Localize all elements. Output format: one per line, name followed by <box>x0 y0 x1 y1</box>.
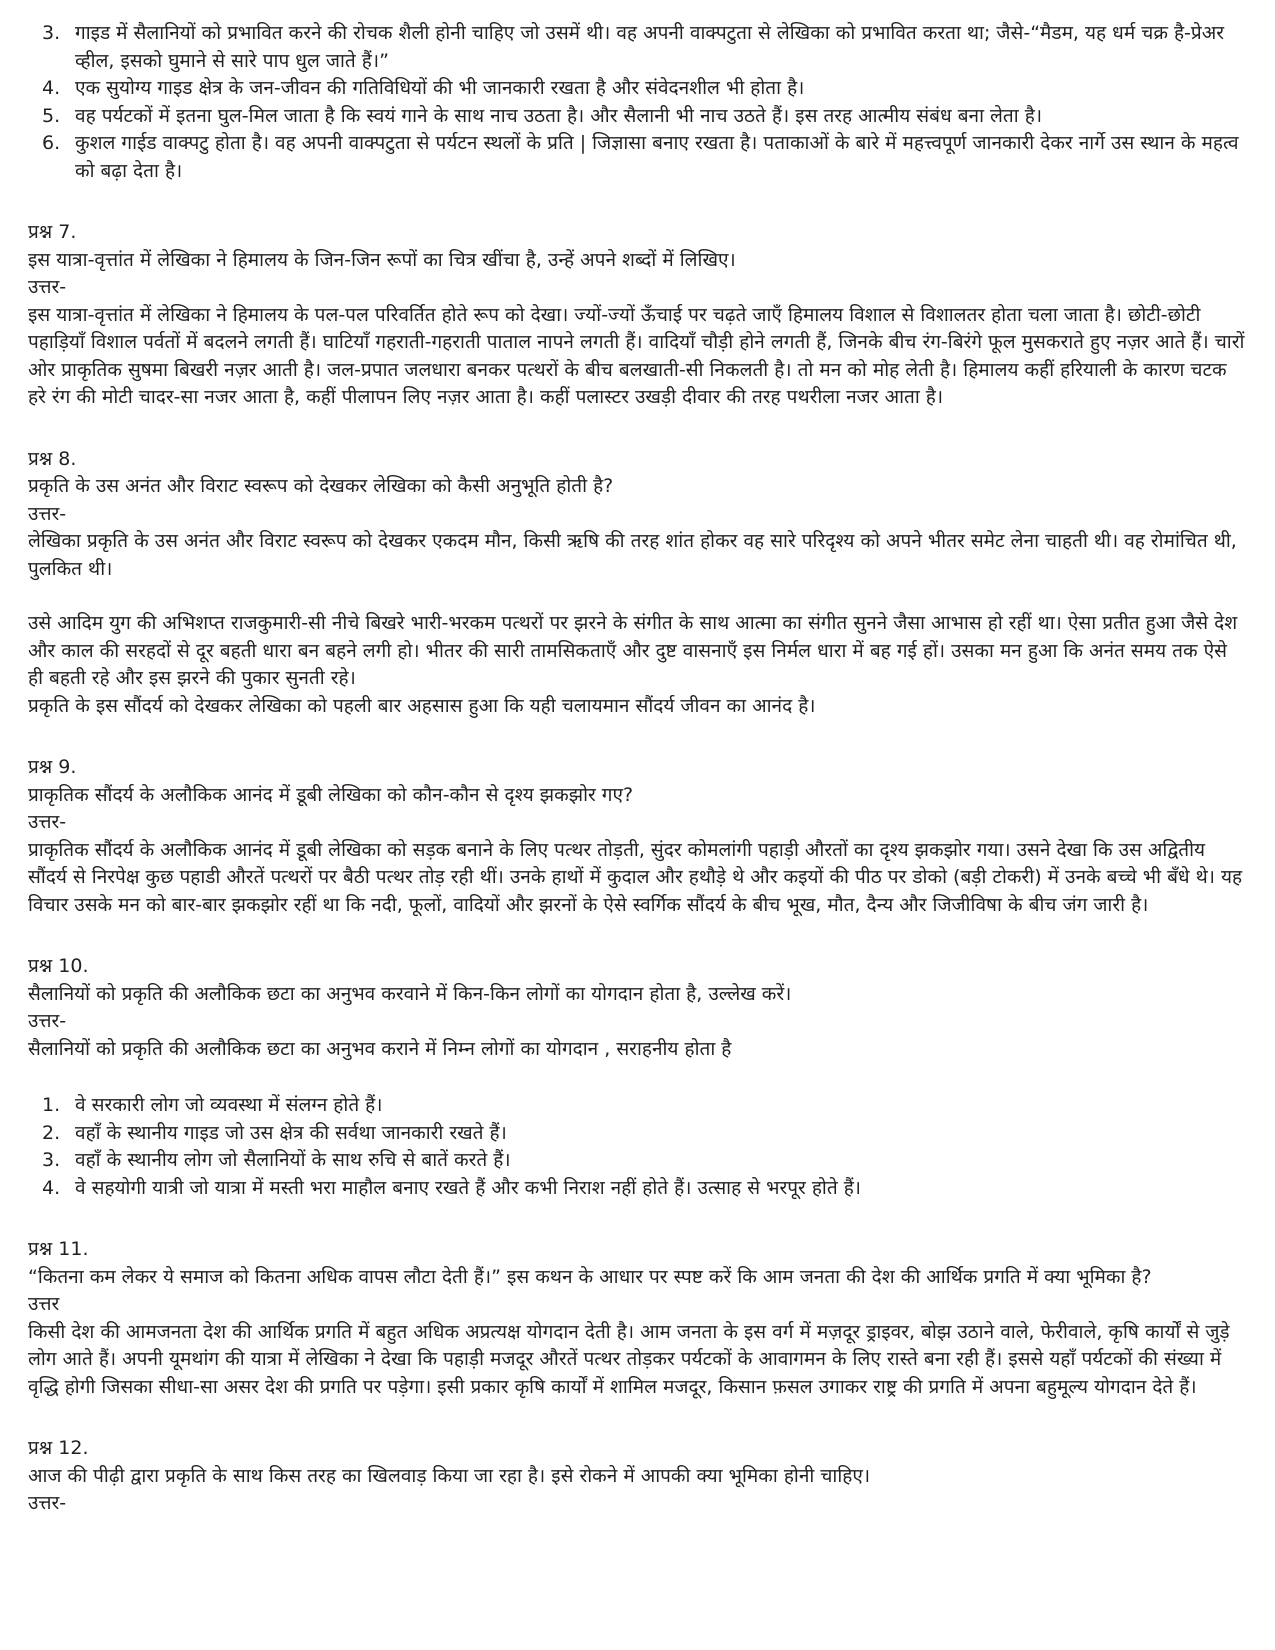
answer-label: उत्तर- <box>28 1010 67 1032</box>
list-item-number: 2. <box>42 1121 61 1144</box>
list-item-text: वे सरकारी लोग जो व्यवस्था में संलग्न होते हैं। <box>75 1094 383 1116</box>
list-item-number: 4. <box>42 1176 61 1199</box>
answer-label: उत्तर- <box>28 502 67 525</box>
answer-paragraph: किसी देश की आमजनता देश की आर्थिक प्रगति में बहुत अधिक अप्रत्यक्ष योगदान देती है। आम जनता के इस वर्ग में मज़दूर ड्राइवर, बोझ उठाने वाले, फेरीवाले, कृषि कार्यों से जुड़े लोग आते हैं। अपनी यूमथांग की यात्रा में लेखिका ने देखा कि पहाड़ी मजदूर औरतें पत्थर तोड़कर पर्यटकों के आवागमन के लिए रास्ते बना रही हैं। इससे यहाँ पर्यटकों की संख्या में वृद्धि होगी जिसका सीधा-सा असर देश की प्रगति पर पड़ेगा। इसी प्रकार कृषि कार्यों में शामिल मजदूर, किसान फ़सल उगाकर राष्ट्र की प्रगति में अपना बहुमूल्य योगदान देते हैं। <box>28 1320 1230 1398</box>
question-text: “कितना कम लेकर ये समाज को कितना अधिक वापस लौटा देती हैं।” इस कथन के आधार पर स्पष्ट करें कि आम जनता की देश की आर्थिक प्रगति में क्या भूमिका है? <box>28 1265 1152 1288</box>
list-item <box>42 103 1245 131</box>
answer-paragraph: प्राकृतिक सौंदर्य के अलौकिक आनंद में डूबी लेखिका को सड़क बनाने के लिए पत्थर तोड़ती, सुंदर कोमलांगी पहाड़ी औरतों का दृश्य झकझोर गया। उसने देखा कि उस अद्वितीय सौंदर्य से निरपेक्ष कुछ पहाडी औरतें पत्थरों पर बैठी पत्थर तोड़ रही थीं। उनके हाथों में कुदाल और हथौड़े थे और कइयों की पीठ पर डोको (बड़ी टोकरी) में उनके बच्चे भी बँधे थे। यह विचार उसके मन को बार-बार झकझोर रहीं था कि नदी, फूलों, वादियों और झरनों के ऐसे स्वर्गिक सौंदर्य के बीच भूख, मौत, दैन्य और जिजीविषा के बीच जंग जारी है। <box>28 838 1243 916</box>
question-block-11 <box>28 1236 1245 1401</box>
list-item <box>42 1175 1245 1203</box>
answer-paragraph: लेखिका प्रकृति के उस अनंत और विराट स्वरूप को देखकर एकदम मौन, किसी ऋषि की तरह शांत होकर वह सारे परिदृश्य को अपने भीतर समेट लेना चाहती थी। वह रोमांचित थी, पुलकित थी। <box>28 530 1237 580</box>
answer-paragraph: इस यात्रा-वृत्तांत में लेखिका ने हिमालय के पल-पल परिवर्तित होते रूप को देखा। ज्यों-ज्यों ऊँचाई पर चढ़ते जाएँ हिमालय विशाल से विशालतर होता चला जाता है। छोटी-छोटी पहाड़ियाँ विशाल पर्वतों में बदलने लगती हैं। घाटियाँ गहराती-गहराती पाताल नापने लगती हैं। वादियाँ चौड़ी होने लगती हैं, जिनके बीच रंग-बिरंगे फूल मुसकराते हुए नज़र आते हैं। चारों ओर प्राकृतिक सुषमा बिखरी नज़र आती है। जल-प्रपात जलधारा बनकर पत्थरों के बीच बलखाती-सी निकलती है। तो मन को मोह लेती है। हिमालय कहीं हरियाली के कारण चटक हरे रंग की मोटी चादर-सा नजर आता है, कहीं पीलापन लिए नज़र आता है। कहीं पलास्टर उखड़ी दीवार की तरह पथरीला नजर आता है। <box>28 303 1245 408</box>
question-text: आज की पीढ़ी द्वारा प्रकृति के साथ किस तरह का खिलवाड़ किया जा रहा है। इसे रोकने में आपकी क्या भूमिका होनी चाहिए। <box>28 1464 871 1487</box>
question-text: प्रकृति के उस अनंत और विराट स्वरूप को देखकर लेखिका को कैसी अनुभूति होती है? <box>28 475 614 497</box>
answer-label: उत्तर- <box>28 276 67 298</box>
question-text: इस यात्रा-वृत्तांत में लेखिका ने हिमालय के जिन-जिन रूपों का चित्र खींचा है, उन्हें अपने शब्दों में लिखिए। <box>28 248 736 271</box>
question-block-9 <box>28 754 1245 919</box>
list-item-text: वहाँ के स्थानीय लोग जो सैलानियों के साथ रुचि से बातें करते हैं। <box>75 1149 511 1171</box>
question-label: प्रश्न 12. <box>28 1437 89 1459</box>
list-item-number: 3. <box>42 22 61 44</box>
list-item <box>42 130 1245 185</box>
list-item-number: 1. <box>42 1094 61 1116</box>
list-item-number: 4. <box>42 77 61 99</box>
answer-list <box>28 1092 1245 1202</box>
list-item-text: कुशल गाईड वाक्पटु होता है। वह अपनी वाक्पटुता से पर्यटन स्थलों के प्रति | जिज्ञासा बनाए रखता है। पताकाओं के बारे में महत्त्वपूर्ण जानकारी देकर नार्गे उस स्थान के महत्व को बढ़ा देता है। <box>75 132 1239 182</box>
question-block-7 <box>28 219 1245 412</box>
list-item-text: गाइड में सैलानियों को प्रभावित करने की रोचक शैली होनी चाहिए जो उसमें थी। वह अपनी वाक्पटुता से लेखिका को प्रभावित करता था; जैसे-“मैडम, यह धर्म चक्र है-प्रेअर व्हील, इसको घुमाने से सारे पाप धुल जाते हैं।” <box>75 22 1224 72</box>
question-label: प्रश्न 9. <box>28 756 77 778</box>
question-label: प्रश्न 11. <box>28 1238 89 1260</box>
list-item <box>42 20 1245 75</box>
answer-paragraph: सैलानियों को प्रकृति की अलौकिक छटा का अनुभव कराने में निम्न लोगों का योगदान , सराहनीय होता है <box>28 1037 732 1060</box>
list-item-text: वह पर्यटकों में इतना घुल-मिल जाता है कि स्वयं गाने के साथ नाच उठता है। और सैलानी भी नाच उठते हैं। इस तरह आत्मीय संबंध बना लेता है। <box>75 104 1043 127</box>
list-item-number: 6. <box>42 132 61 154</box>
list-item-number: 5. <box>42 104 61 127</box>
list-item-number: 3. <box>42 1149 61 1171</box>
question-block-12 <box>28 1435 1245 1518</box>
list-item <box>42 1147 1245 1175</box>
question-label: प्रश्न 10. <box>28 955 89 977</box>
intro-list <box>28 20 1245 185</box>
list-item-text: एक सुयोग्य गाइड क्षेत्र के जन-जीवन की गतिविधियों की भी जानकारी रखता है और संवेदनशील भी होता है। <box>75 77 805 99</box>
question-text: सैलानियों को प्रकृति की अलौकिक छटा का अनुभव करवाने में किन-किन लोगों का योगदान होता है, उल्लेख करें। <box>28 982 792 1005</box>
answer-label: उत्तर- <box>28 1492 67 1514</box>
question-label: प्रश्न 7. <box>28 221 77 243</box>
question-block-8 <box>28 446 1245 721</box>
list-item <box>42 1092 1245 1120</box>
answer-label: उत्तर <box>28 1293 60 1315</box>
question-block-10 <box>28 953 1245 1202</box>
answer-label: उत्तर- <box>28 811 67 833</box>
answer-paragraph: प्रकृति के इस सौंदर्य को देखकर लेखिका को पहली बार अहसास हुआ कि यही चलायमान सौंदर्य जीवन का आनंद है। <box>28 694 816 717</box>
list-item <box>42 75 1245 103</box>
answer-paragraph: उसे आदिम युग की अभिशप्त राजकुमारी-सी नीचे बिखरे भारी-भरकम पत्थरों पर झरने के संगीत के साथ आत्मा का संगीत सुनने जैसा आभास हो रहीं था। ऐसा प्रतीत हुआ जैसे देश और काल की सरहदों से दूर बहती धारा बन बहने लगी हो। भीतर की सारी तामसिकताएँ और दुष्ट वासनाएँ इस निर्मल धारा में बह गई हों। उसका मन हुआ कि अनंत समय तक ऐसे ही बहती रहे और इस झरने की पुकार सुनती रहे। <box>28 612 1238 689</box>
list-item <box>42 1120 1245 1148</box>
list-item-text: वे सहयोगी यात्री जो यात्रा में मस्ती भरा माहौल बनाए रखते हैं और कभी निराश नहीं होते हैं। उत्साह से भरपूर होते हैं। <box>75 1176 861 1199</box>
list-item-text: वहाँ के स्थानीय गाइड जो उस क्षेत्र की सर्वथा जानकारी रखते हैं। <box>75 1121 507 1144</box>
question-label: प्रश्न 8. <box>28 447 77 470</box>
question-text: प्राकृतिक सौंदर्य के अलौकिक आनंद में डूबी लेखिका को कौन-कौन से दृश्य झकझोर गए? <box>28 783 634 806</box>
